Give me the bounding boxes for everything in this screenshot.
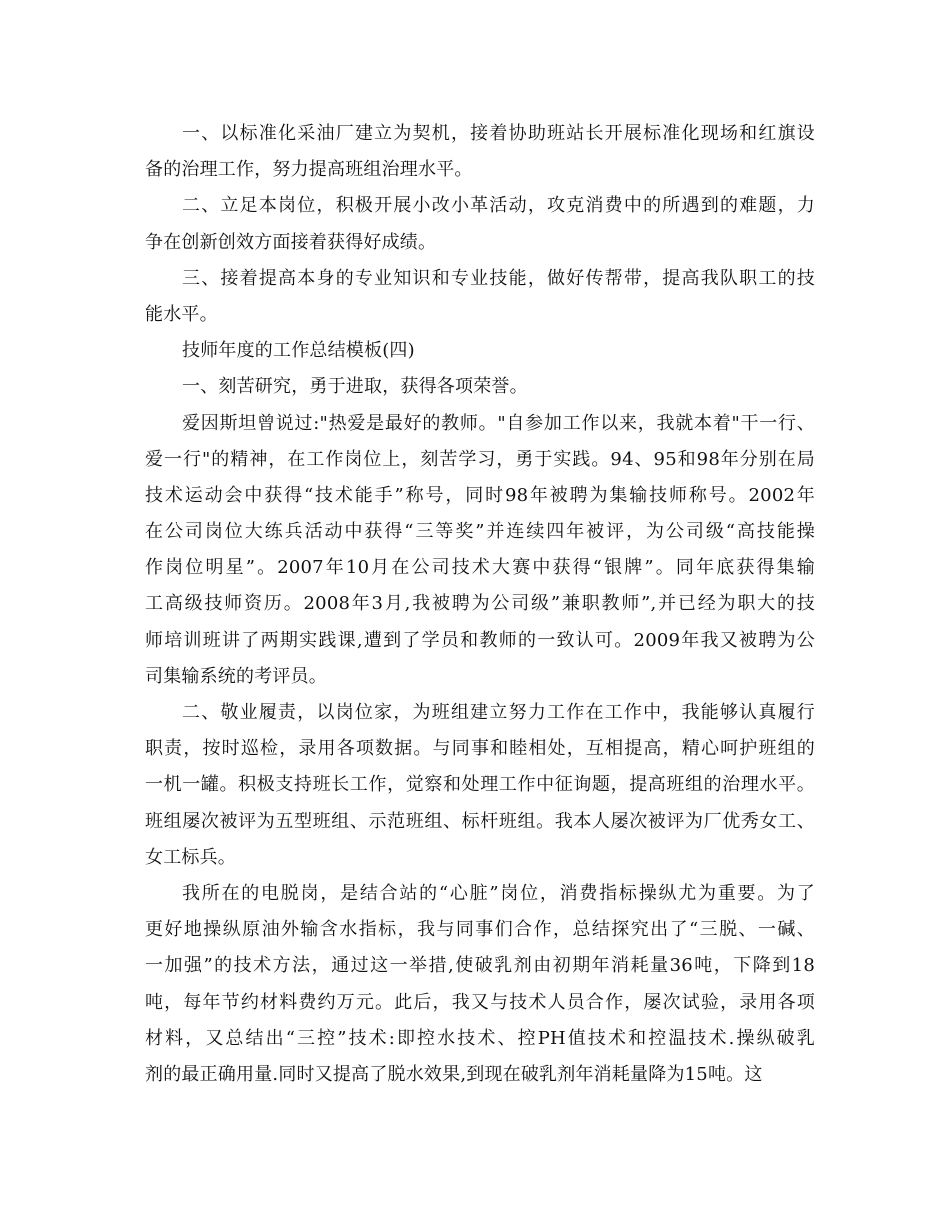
text-line: 班组屡次被评为五型班组、示范班组、标杆班组。我本人屡次被评为厂优秀女工、 — [145, 810, 815, 832]
text-line: 爱一行"的精神，在工作岗位上，刻苦学习，勇于实践。94、95和98年分别在局 — [145, 448, 815, 470]
text-line: 师培训班讲了两期实践课,遭到了学员和教师的一致认可。2009年我又被聘为公 — [145, 629, 815, 651]
text-line: 争在创新创效方面接着获得好成绩。 — [145, 231, 437, 253]
text-line: 职责，按时巡检，录用各项数据。与同事和睦相处，互相提高，精心呵护班组的 — [145, 738, 815, 760]
text-line: 一、以标准化采油厂建立为契机，接着协助班站长开展标准化现场和红旗设 — [182, 123, 815, 144]
text-line: 女工标兵。 — [145, 846, 236, 868]
text-line: 备的治理工作，努力提高班组治理水平。 — [145, 159, 473, 181]
text-line: 在公司岗位大练兵活动中获得“三等奖”并连续四年被评，为公司级“高技能操 — [145, 521, 815, 543]
text-line: 更好地操纵原油外输含水指标，我与同事们合作，总结探究出了“三脱、一碱、 — [145, 919, 815, 941]
text-line: 二、敬业履责，以岗位家，为班组建立努力工作在工作中，我能够认真履行 — [182, 702, 815, 723]
text-line: 技师年度的工作总结模板(四) — [182, 340, 415, 362]
text-line: 作岗位明星”。2007年10月在公司技术大赛中获得“银牌”。同年底获得集输 — [145, 557, 815, 579]
text-line: 材料，又总结出“三控”技术:即控水技术、控PH值技术和控温技术.操纵破乳 — [145, 1027, 815, 1049]
text-line: 司集输系统的考评员。 — [145, 665, 327, 687]
text-line: 爱因斯坦曾说过:"热爱是最好的教师。"自参加工作以来，我就本着"干一行、 — [182, 412, 815, 434]
text-line: 能水平。 — [145, 303, 218, 325]
document-body — [145, 116, 815, 1093]
text-line: 我所在的电脱岗，是结合站的“心脏”岗位，消费指标操纵尤为重要。为了 — [182, 882, 815, 904]
text-line: 吨，每年节约材料费约万元。此后，我又与技术人员合作，屡次试验，录用各项 — [145, 991, 815, 1013]
text-line: 一加强”的技术方法，通过这一举措,使破乳剂由初期年消耗量36吨，下降到18 — [145, 955, 815, 977]
text-line: 一机一罐。积极支持班长工作，觉察和处理工作中征询题，提高班组的治理水平。 — [145, 774, 815, 796]
text-line: 三、接着提高本身的专业知识和专业技能，做好传帮带，提高我队职工的技 — [182, 267, 815, 289]
text-line: 一、刻苦研究，勇于进取，获得各项荣誉。 — [182, 376, 528, 398]
text-line: 技术运动会中获得“技术能手”称号，同时98年被聘为集输技师称号。2002年 — [145, 484, 815, 506]
text-line: 工高级技师资历。2008年3月,我被聘为公司级”兼职教师”,并已经为职大的技 — [145, 593, 815, 615]
text-line: 二、立足本岗位，积极开展小改小革活动，攻克消费中的所遇到的难题，力 — [182, 195, 815, 217]
text-line: 剂的最正确用量.同时又提高了脱水效果,到现在破乳剂年消耗量降为15吨。这 — [145, 1063, 763, 1085]
